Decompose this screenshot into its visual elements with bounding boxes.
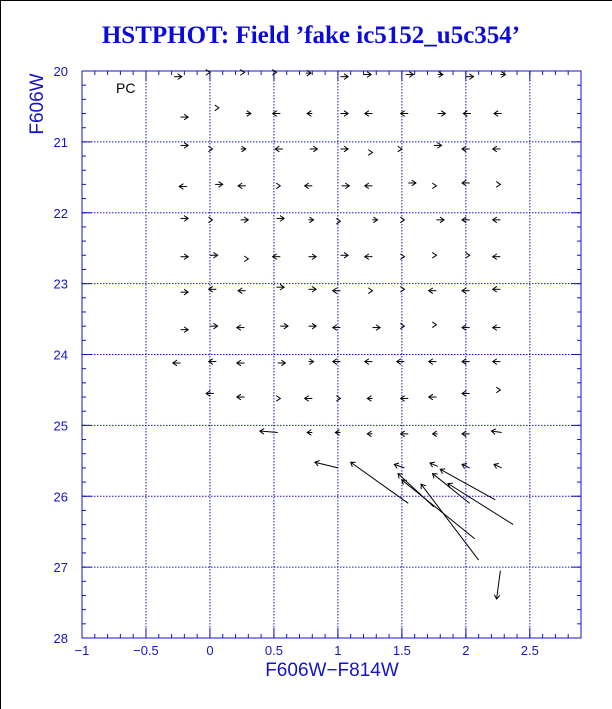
- vector-arrow: [462, 288, 470, 294]
- vector-arrow: [363, 72, 371, 78]
- vector-arrow: [400, 217, 404, 223]
- vector-arrow: [215, 182, 223, 188]
- vector-arrow: [246, 111, 251, 117]
- y-tick-label: 24: [53, 347, 68, 363]
- vector-arrow: [436, 217, 444, 223]
- x-tick-label: 1: [334, 643, 342, 658]
- vector-arrow: [368, 288, 372, 294]
- vector-head: [368, 150, 372, 156]
- y-tick-label: 26: [53, 489, 68, 505]
- vector-arrow: [494, 111, 502, 117]
- vector-arrow: [494, 571, 500, 599]
- vector-shaft: [260, 431, 278, 432]
- vector-arrow: [273, 111, 281, 117]
- vector-arrow: [260, 429, 278, 435]
- vector-arrow: [333, 325, 341, 331]
- vector-head: [400, 254, 404, 260]
- vector-head: [215, 105, 219, 111]
- vector-arrow: [400, 286, 404, 292]
- vector-arrow: [210, 323, 218, 329]
- vector-arrow: [340, 74, 348, 80]
- vector-arrow: [429, 359, 437, 365]
- vector-arrow: [208, 146, 212, 152]
- vector-arrow: [276, 284, 284, 290]
- vector-arrow: [438, 72, 443, 78]
- vector-arrow: [397, 359, 405, 365]
- vector-arrow: [430, 462, 438, 467]
- vector-arrow: [432, 252, 436, 258]
- vector-arrow: [307, 111, 312, 117]
- vector-arrow: [400, 254, 404, 260]
- y-tick-label: 25: [53, 418, 68, 434]
- vector-arrow: [402, 480, 475, 539]
- vector-arrow: [241, 217, 249, 223]
- vector-arrow: [179, 184, 187, 190]
- vector-head: [276, 396, 280, 402]
- vector-head: [496, 387, 500, 393]
- vector-arrow: [181, 143, 189, 149]
- vector-arrow: [500, 72, 505, 78]
- vector-arrow: [494, 464, 502, 469]
- vector-arrow: [310, 146, 318, 152]
- vector-head: [400, 286, 404, 292]
- vector-arrow: [237, 325, 245, 331]
- x-tick-label: 1.5: [392, 643, 411, 658]
- vector-shaft: [402, 480, 475, 539]
- vector-arrow: [244, 256, 248, 262]
- vector-arrow: [340, 111, 348, 117]
- y-tick-label: 22: [53, 205, 68, 221]
- vector-arrow: [365, 359, 373, 365]
- vector-arrow: [368, 150, 372, 156]
- vector-arrow: [372, 217, 377, 223]
- vector-arrow: [493, 325, 501, 331]
- vector-arrow: [342, 183, 350, 189]
- x-tick-label: 0: [206, 643, 214, 658]
- vector-arrow: [401, 111, 409, 117]
- vector-arrow: [174, 74, 182, 80]
- vector-arrow: [315, 460, 338, 467]
- vector-head: [432, 183, 436, 189]
- vector-shaft: [421, 484, 479, 560]
- y-axis-title: F606W: [27, 73, 48, 135]
- vector-arrow: [365, 254, 373, 260]
- y-tick-label: 28: [53, 631, 68, 646]
- vector-arrow: [276, 183, 280, 189]
- vector-arrow: [434, 143, 442, 149]
- vector-arrow: [280, 323, 288, 329]
- vector-arrow: [496, 387, 500, 393]
- vector-arrow: [181, 114, 189, 120]
- vector-arrow: [173, 360, 181, 366]
- vector-arrow: [181, 216, 189, 222]
- vector-arrow: [305, 183, 313, 189]
- chart-title: HSTPHOT: Field ’fake ic5152_u5c354’: [101, 22, 521, 49]
- x-tick-label: 2.5: [520, 643, 539, 658]
- vector-arrow: [305, 396, 313, 402]
- vector-arrow: [276, 396, 280, 402]
- vector-head: [276, 183, 280, 189]
- vector-arrow: [493, 146, 501, 152]
- vector-arrow: [333, 359, 341, 365]
- vector-arrow: [308, 286, 316, 292]
- vector-arrow: [429, 288, 437, 294]
- vector-arrow: [340, 146, 348, 152]
- vector-arrow: [181, 254, 189, 260]
- vector-arrow: [367, 396, 372, 402]
- vector-arrow: [308, 359, 313, 365]
- vector-arrow: [238, 288, 246, 294]
- vector-head: [206, 70, 210, 76]
- vector-arrow: [276, 216, 284, 222]
- vector-arrow: [372, 325, 380, 331]
- vector-arrow: [493, 217, 501, 223]
- vector-arrow: [408, 180, 416, 186]
- vector-arrow: [466, 74, 474, 80]
- y-tick-label: 20: [53, 64, 68, 79]
- y-tick-label: 27: [53, 560, 68, 576]
- vector-shaft: [315, 462, 338, 468]
- vector-head: [432, 252, 436, 258]
- vector-arrow: [238, 183, 246, 189]
- vector-arrow: [181, 327, 189, 333]
- vector-arrow: [432, 322, 436, 328]
- vector-arrow: [365, 183, 373, 189]
- vector-shaft: [351, 462, 409, 503]
- vector-arrow: [307, 430, 312, 436]
- vector-arrow: [335, 430, 340, 436]
- x-tick-label: −0.5: [133, 643, 159, 658]
- vector-arrow: [240, 70, 244, 76]
- vector-arrow: [493, 254, 501, 260]
- vector-arrow: [406, 72, 414, 78]
- x-tick-label: 0.5: [264, 643, 283, 658]
- vector-arrow: [433, 431, 438, 437]
- vector-arrow: [438, 111, 446, 117]
- vector-arrow: [462, 180, 470, 186]
- vector-head: [208, 146, 212, 152]
- vector-arrow: [448, 483, 513, 524]
- y-tick-label: 23: [53, 276, 68, 292]
- vector-head: [400, 217, 404, 223]
- vector-arrow: [308, 323, 316, 329]
- vector-arrow: [210, 252, 218, 258]
- vector-arrow: [237, 360, 245, 366]
- vector-arrow: [433, 474, 470, 504]
- vector-arrow: [308, 217, 313, 223]
- vector-arrow: [241, 146, 246, 152]
- vector-arrow: [496, 182, 500, 188]
- vector-head: [240, 70, 244, 76]
- vector-arrow: [367, 431, 372, 437]
- vector-arrow: [333, 288, 341, 294]
- vector-arrow: [493, 286, 501, 292]
- x-tick-label: −1: [74, 643, 90, 658]
- vector-head: [244, 256, 248, 262]
- vector-head: [368, 288, 372, 294]
- vector-shaft: [497, 571, 501, 599]
- vector-arrow: [181, 289, 189, 295]
- vector-head: [432, 322, 436, 328]
- vector-arrow: [394, 463, 404, 468]
- vector-arrow: [215, 105, 219, 111]
- vector-arrow: [493, 359, 501, 365]
- vector-arrow: [432, 183, 436, 189]
- vector-arrow: [429, 394, 437, 400]
- vector-arrow: [463, 111, 471, 117]
- panel-label: PC: [116, 80, 136, 96]
- vector-arrow: [340, 252, 348, 258]
- vector-shaft: [433, 474, 470, 504]
- vector-arrow: [308, 254, 316, 260]
- vector-arrow: [421, 484, 479, 560]
- x-tick-label: 2: [462, 643, 470, 658]
- vector-arrow: [206, 70, 210, 76]
- vector-arrow: [237, 394, 245, 400]
- vector-arrow: [275, 146, 283, 152]
- grid-lines: [82, 71, 581, 638]
- vector-arrow: [208, 217, 212, 223]
- vector-head: [398, 146, 402, 152]
- vector-arrow: [351, 462, 409, 503]
- vector-arrow: [365, 111, 373, 117]
- x-axis-title: F606W−F814W: [265, 660, 399, 681]
- vector-shaft: [448, 483, 513, 524]
- y-tick-label: 21: [53, 134, 68, 150]
- vector-head: [496, 182, 500, 188]
- vector-arrow: [491, 429, 501, 435]
- vector-head: [208, 217, 212, 223]
- vector-arrow: [398, 146, 402, 152]
- vector-arrow: [278, 360, 286, 366]
- vector-field: [173, 70, 513, 599]
